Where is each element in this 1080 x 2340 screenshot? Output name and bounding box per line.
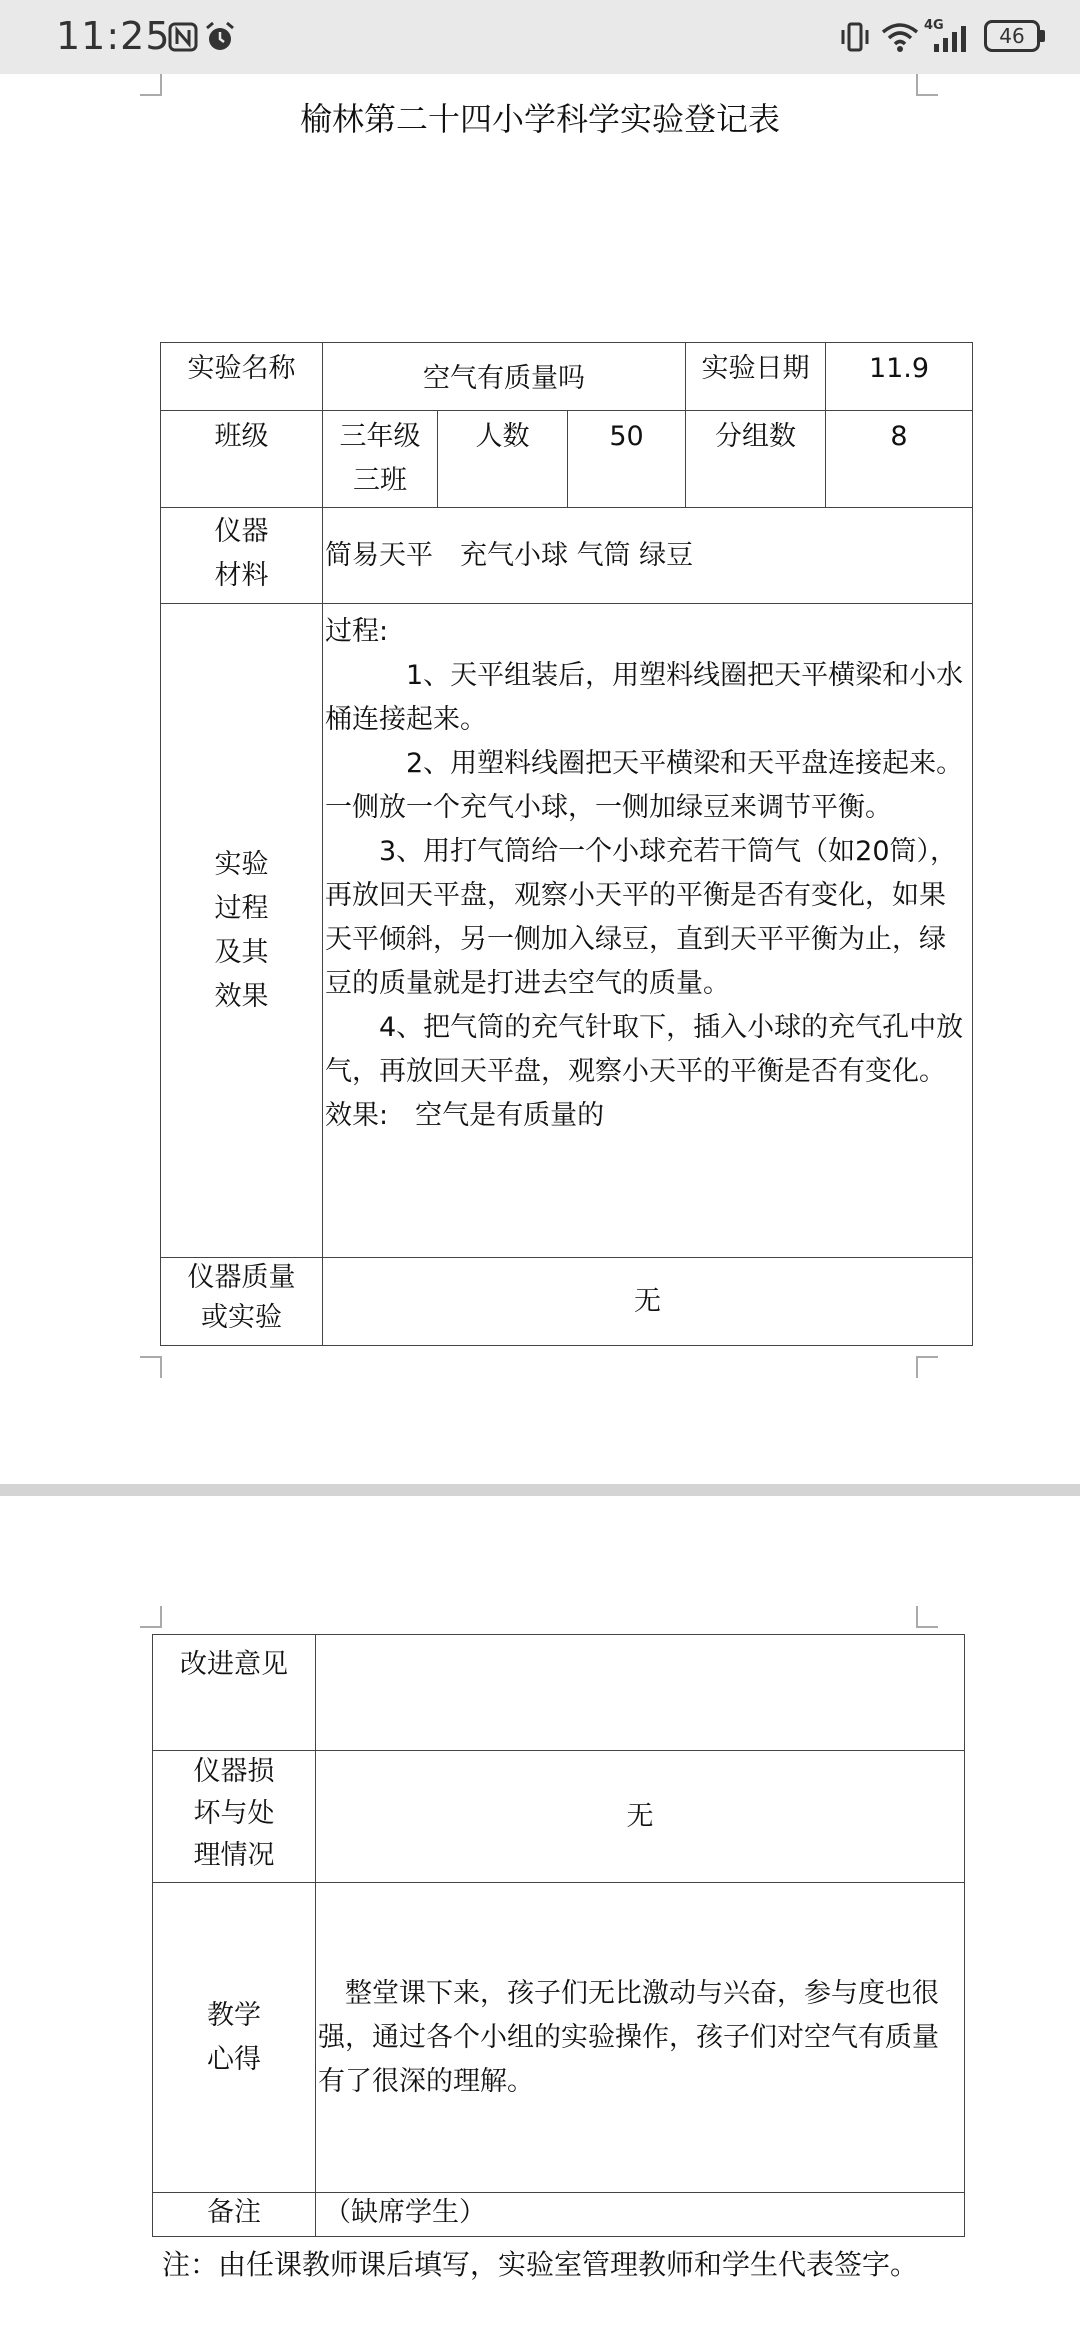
student-count-label: 人数 bbox=[438, 411, 568, 508]
page-separator bbox=[0, 1484, 1080, 1496]
remark-value: （缺席学生） bbox=[316, 2193, 965, 2237]
process-line: 1、天平组装后，用塑料线圈把天平横梁和小水桶连接起来。 bbox=[325, 660, 964, 735]
status-time: 11:25 bbox=[56, 14, 171, 58]
page-corner-mark bbox=[140, 74, 162, 96]
damage-label: 仪器损坏与处理情况 bbox=[153, 1751, 316, 1883]
nfc-icon bbox=[168, 20, 198, 54]
improvement-value bbox=[316, 1635, 965, 1751]
process-label: 实验过程及其效果 bbox=[161, 604, 323, 1258]
footnote: 注：由任课教师课后填写，实验室管理教师和学生代表签字。 bbox=[162, 2248, 919, 2281]
damage-value: 无 bbox=[316, 1751, 965, 1883]
process-line: 2、用塑料线圈把天平横梁和天平盘连接起来。一侧放一个充气小球，一侧加绿豆来调节平衡。 bbox=[325, 748, 964, 823]
signal-icon bbox=[930, 20, 972, 54]
process-line: 过程: bbox=[325, 616, 389, 647]
experiment-name-label: 实验名称 bbox=[161, 343, 323, 411]
materials-value: 简易天平 充气小球 气筒 绿豆 bbox=[323, 508, 973, 604]
group-count-value: 8 bbox=[826, 411, 973, 508]
evaluation-table bbox=[152, 1634, 965, 2237]
page-corner-mark bbox=[140, 1606, 162, 1628]
battery-icon bbox=[984, 20, 1040, 52]
battery-level: 46 bbox=[999, 24, 1025, 48]
experiment-date-value: 11.9 bbox=[826, 343, 973, 411]
process-content bbox=[323, 604, 973, 1258]
reflection-label: 教学心得 bbox=[153, 1883, 316, 2193]
class-value: 三年级三班 bbox=[323, 411, 438, 508]
wifi-icon bbox=[880, 20, 920, 54]
process-line: 3、用打气筒给一个小球充若干筒气（如20筒），再放回天平盘，观察小天平的平衡是否有变化，如果天平倾斜，另一侧加入绿豆，直到天平平衡为止，绿豆的质量就是打进去空气的质量。 bbox=[325, 836, 958, 999]
process-line: 效果: 空气是有质量的 bbox=[325, 1100, 605, 1131]
document-page-1 bbox=[0, 74, 1080, 1484]
remark-label: 备注 bbox=[153, 2193, 316, 2237]
page-corner-mark bbox=[916, 74, 938, 96]
reflection-value: 整堂课下来，孩子们无比激动与兴奋，参与度也很强，通过各个小组的实验操作，孩子们对空气有质量有了很深的理解。 bbox=[316, 1883, 965, 2193]
experiment-record-table bbox=[160, 342, 973, 1346]
class-label: 班级 bbox=[161, 411, 323, 508]
quality-label: 仪器质量或实验 bbox=[161, 1258, 323, 1346]
experiment-date-label: 实验日期 bbox=[686, 343, 826, 411]
materials-label: 仪器材料 bbox=[161, 508, 323, 604]
page-corner-mark bbox=[140, 1356, 162, 1378]
process-line: 4、把气筒的充气针取下，插入小球的充气孔中放气，再放回天平盘，观察小天平的平衡是否有变化。 bbox=[325, 1012, 964, 1087]
document-page-2 bbox=[0, 1496, 1080, 2340]
experiment-name-value: 空气有质量吗 bbox=[323, 343, 686, 411]
page-corner-mark bbox=[916, 1356, 938, 1378]
quality-value: 无 bbox=[323, 1258, 973, 1346]
alarm-icon bbox=[204, 20, 236, 54]
student-count-value: 50 bbox=[568, 411, 686, 508]
network-type: 4G bbox=[924, 18, 944, 33]
document-title: 榆林第二十四小学科学实验登记表 bbox=[299, 100, 780, 138]
improvement-label: 改进意见 bbox=[153, 1635, 316, 1751]
vibrate-icon bbox=[838, 20, 872, 54]
page-corner-mark bbox=[916, 1606, 938, 1628]
group-count-label: 分组数 bbox=[686, 411, 826, 508]
status-bar bbox=[0, 0, 1080, 74]
